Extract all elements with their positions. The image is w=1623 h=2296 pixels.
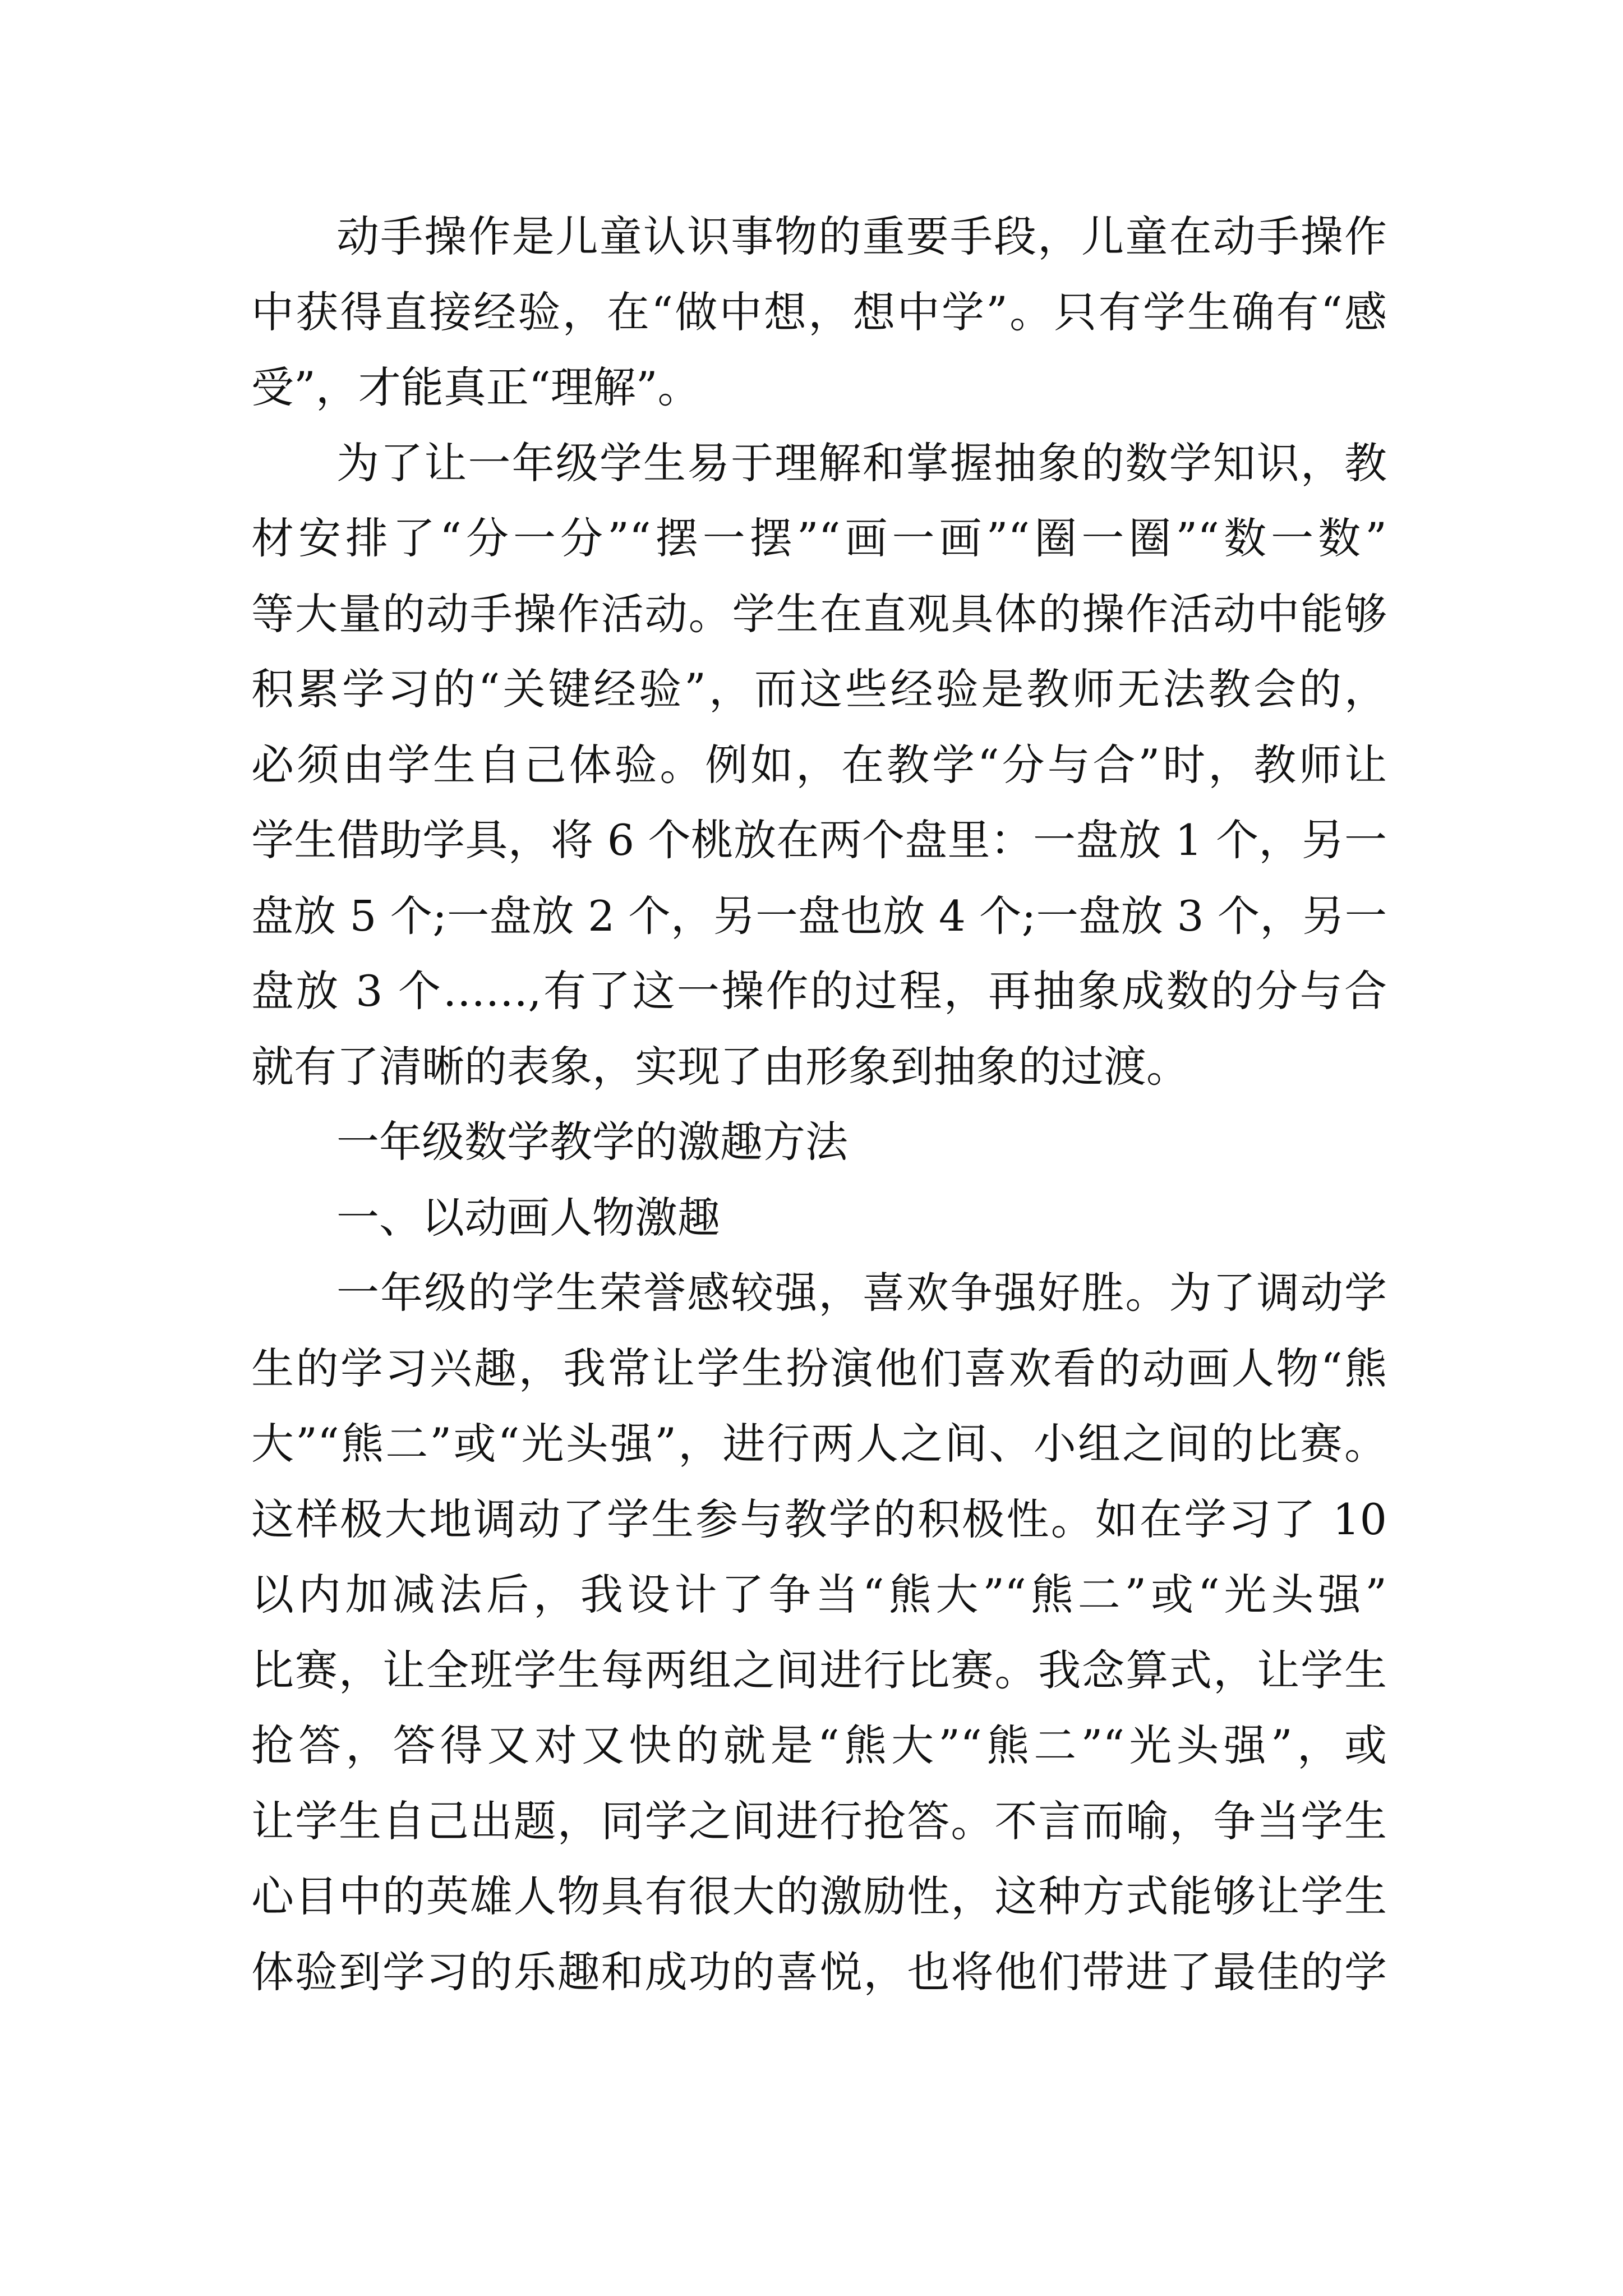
text-line: 受”，才能真正“理解”。 <box>251 362 700 412</box>
text-line: 盘放 3 个……,有了这一操作的过程，再抽象成数的分与合 <box>251 966 1387 1016</box>
text-line: 一、以动画人物激趣 <box>336 1192 720 1243</box>
text-line: 体验到学习的乐趣和成功的喜悦，也将他们带进了最佳的学 <box>251 1947 1387 1997</box>
text-line: 大”“熊二”或“光头强”，进行两人之间、小组之间的比赛。 <box>251 1419 1387 1469</box>
text-line: 生的学习兴趣，我常让学生扮演他们喜欢看的动画人物“熊 <box>251 1343 1387 1393</box>
text-line: 必须由学生自己体验。例如，在教学“分与合”时，教师让 <box>251 739 1387 790</box>
body-text <box>251 199 1387 2010</box>
text-line: 让学生自己出题，同学之间进行抢答。不言而喻，争当学生 <box>251 1796 1387 1846</box>
text-line: 为了让一年级学生易于理解和掌握抽象的数学知识，教 <box>336 438 1387 488</box>
text-line: 中获得直接经验，在“做中想，想中学”。只有学生确有“感 <box>251 287 1387 337</box>
text-line: 就有了清晰的表象，实现了由形象到抽象的过渡。 <box>251 1041 1189 1092</box>
text-line: 比赛，让全班学生每两组之间进行比赛。我念算式，让学生 <box>251 1645 1387 1695</box>
text-line: 抢答，答得又对又快的就是“熊大”“熊二”“光头强”，或 <box>251 1720 1387 1770</box>
text-line: 等大量的动手操作活动。学生在直观具体的操作活动中能够 <box>251 588 1387 639</box>
text-line: 一年级数学教学的激趣方法 <box>336 1117 848 1167</box>
text-line: 心目中的英雄人物具有很大的激励性，这种方式能够让学生 <box>251 1871 1387 1921</box>
text-line: 盘放 5 个;一盘放 2 个，另一盘也放 4 个;一盘放 3 个，另一 <box>251 891 1387 941</box>
text-line: 积累学习的“关键经验”，而这些经验是教师无法教会的， <box>251 664 1387 714</box>
text-line: 学生借助学具，将 6 个桃放在两个盘里：一盘放 1 个，另一 <box>251 815 1387 865</box>
text-line: 动手操作是儿童认识事物的重要手段，儿童在动手操作 <box>336 211 1387 261</box>
text-line: 一年级的学生荣誉感较强，喜欢争强好胜。为了调动学 <box>336 1268 1387 1318</box>
text-line: 以内加减法后，我设计了争当“熊大”“熊二”或“光头强” <box>251 1570 1387 1619</box>
text-line: 材安排了“分一分”“摆一摆”“画一画”“圈一圈”“数一数” <box>251 513 1387 563</box>
text-line: 这样极大地调动了学生参与教学的积极性。如在学习了 10 <box>251 1494 1387 1544</box>
